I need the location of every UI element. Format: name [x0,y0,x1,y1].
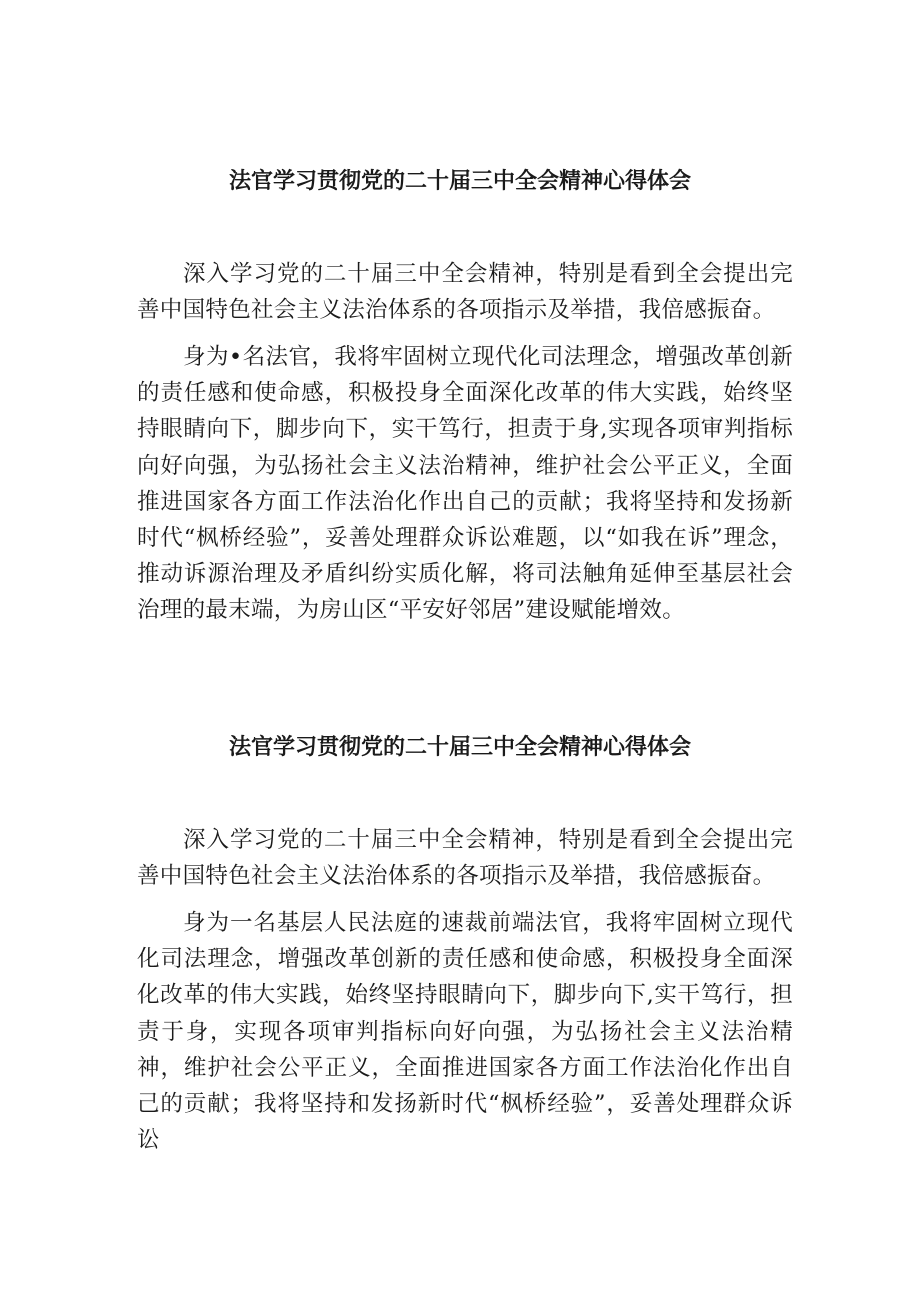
section-1-title: 法官学习贯彻党的二十届三中全会精神心得体会 [228,169,691,194]
section-2-title: 法官学习贯彻党的二十届三中全会精神心得体会 [228,735,691,760]
section-2-paragraph-1: 深入学习党的二十届三中全会精神，特别是看到全会提出完善中国特色社会主义法治体系的各项指示及举措，我倍感振奋。 [137,827,793,890]
section-1-paragraph-1: 深入学习党的二十届三中全会精神，特别是看到全会提出完善中国特色社会主义法治体系的各项指示及举措，我倍感振奋。 [137,261,793,324]
section-1-paragraph-2: 身为•名法官，我将牢固树立现代化司法理念，增强改革创新的责任感和使命感，积极投身全面深化改革的伟大实践，始终坚持眼睛向下，脚步向下，实干笃行，担责于身,实现各项审判指标向好向强，为弘扬社会主义法治精神，维护社会公平正义，全面推进国家各方面工作法治化作出自己的贡献；我将坚持和发扬新时代“枫桥经验”，妥善处理群众诉讼难题，以“如我在诉”理念，推动诉源治理及矛盾纠纷实质化解，将司法触角延伸至基层社会治理的最末端，为房山区“平安好邻居”建设赋能增效。 [137,344,793,624]
section-2-paragraph-2: 身为一名基层人民法庭的速裁前端法官，我将牢固树立现代化司法理念，增强改革创新的责任感和使命感，积极投身全面深化改革的伟大实践，始终坚持眼睛向下，脚步向下,实干笃行，担责于身，实现各项审判指标向好向强，为弘扬社会主义法治精神，维护社会公平正义，全面推进国家各方面工作法治化作出自己的贡献；我将坚持和发扬新时代“枫桥经验”，妥善处理群众诉讼 [137,910,793,1154]
